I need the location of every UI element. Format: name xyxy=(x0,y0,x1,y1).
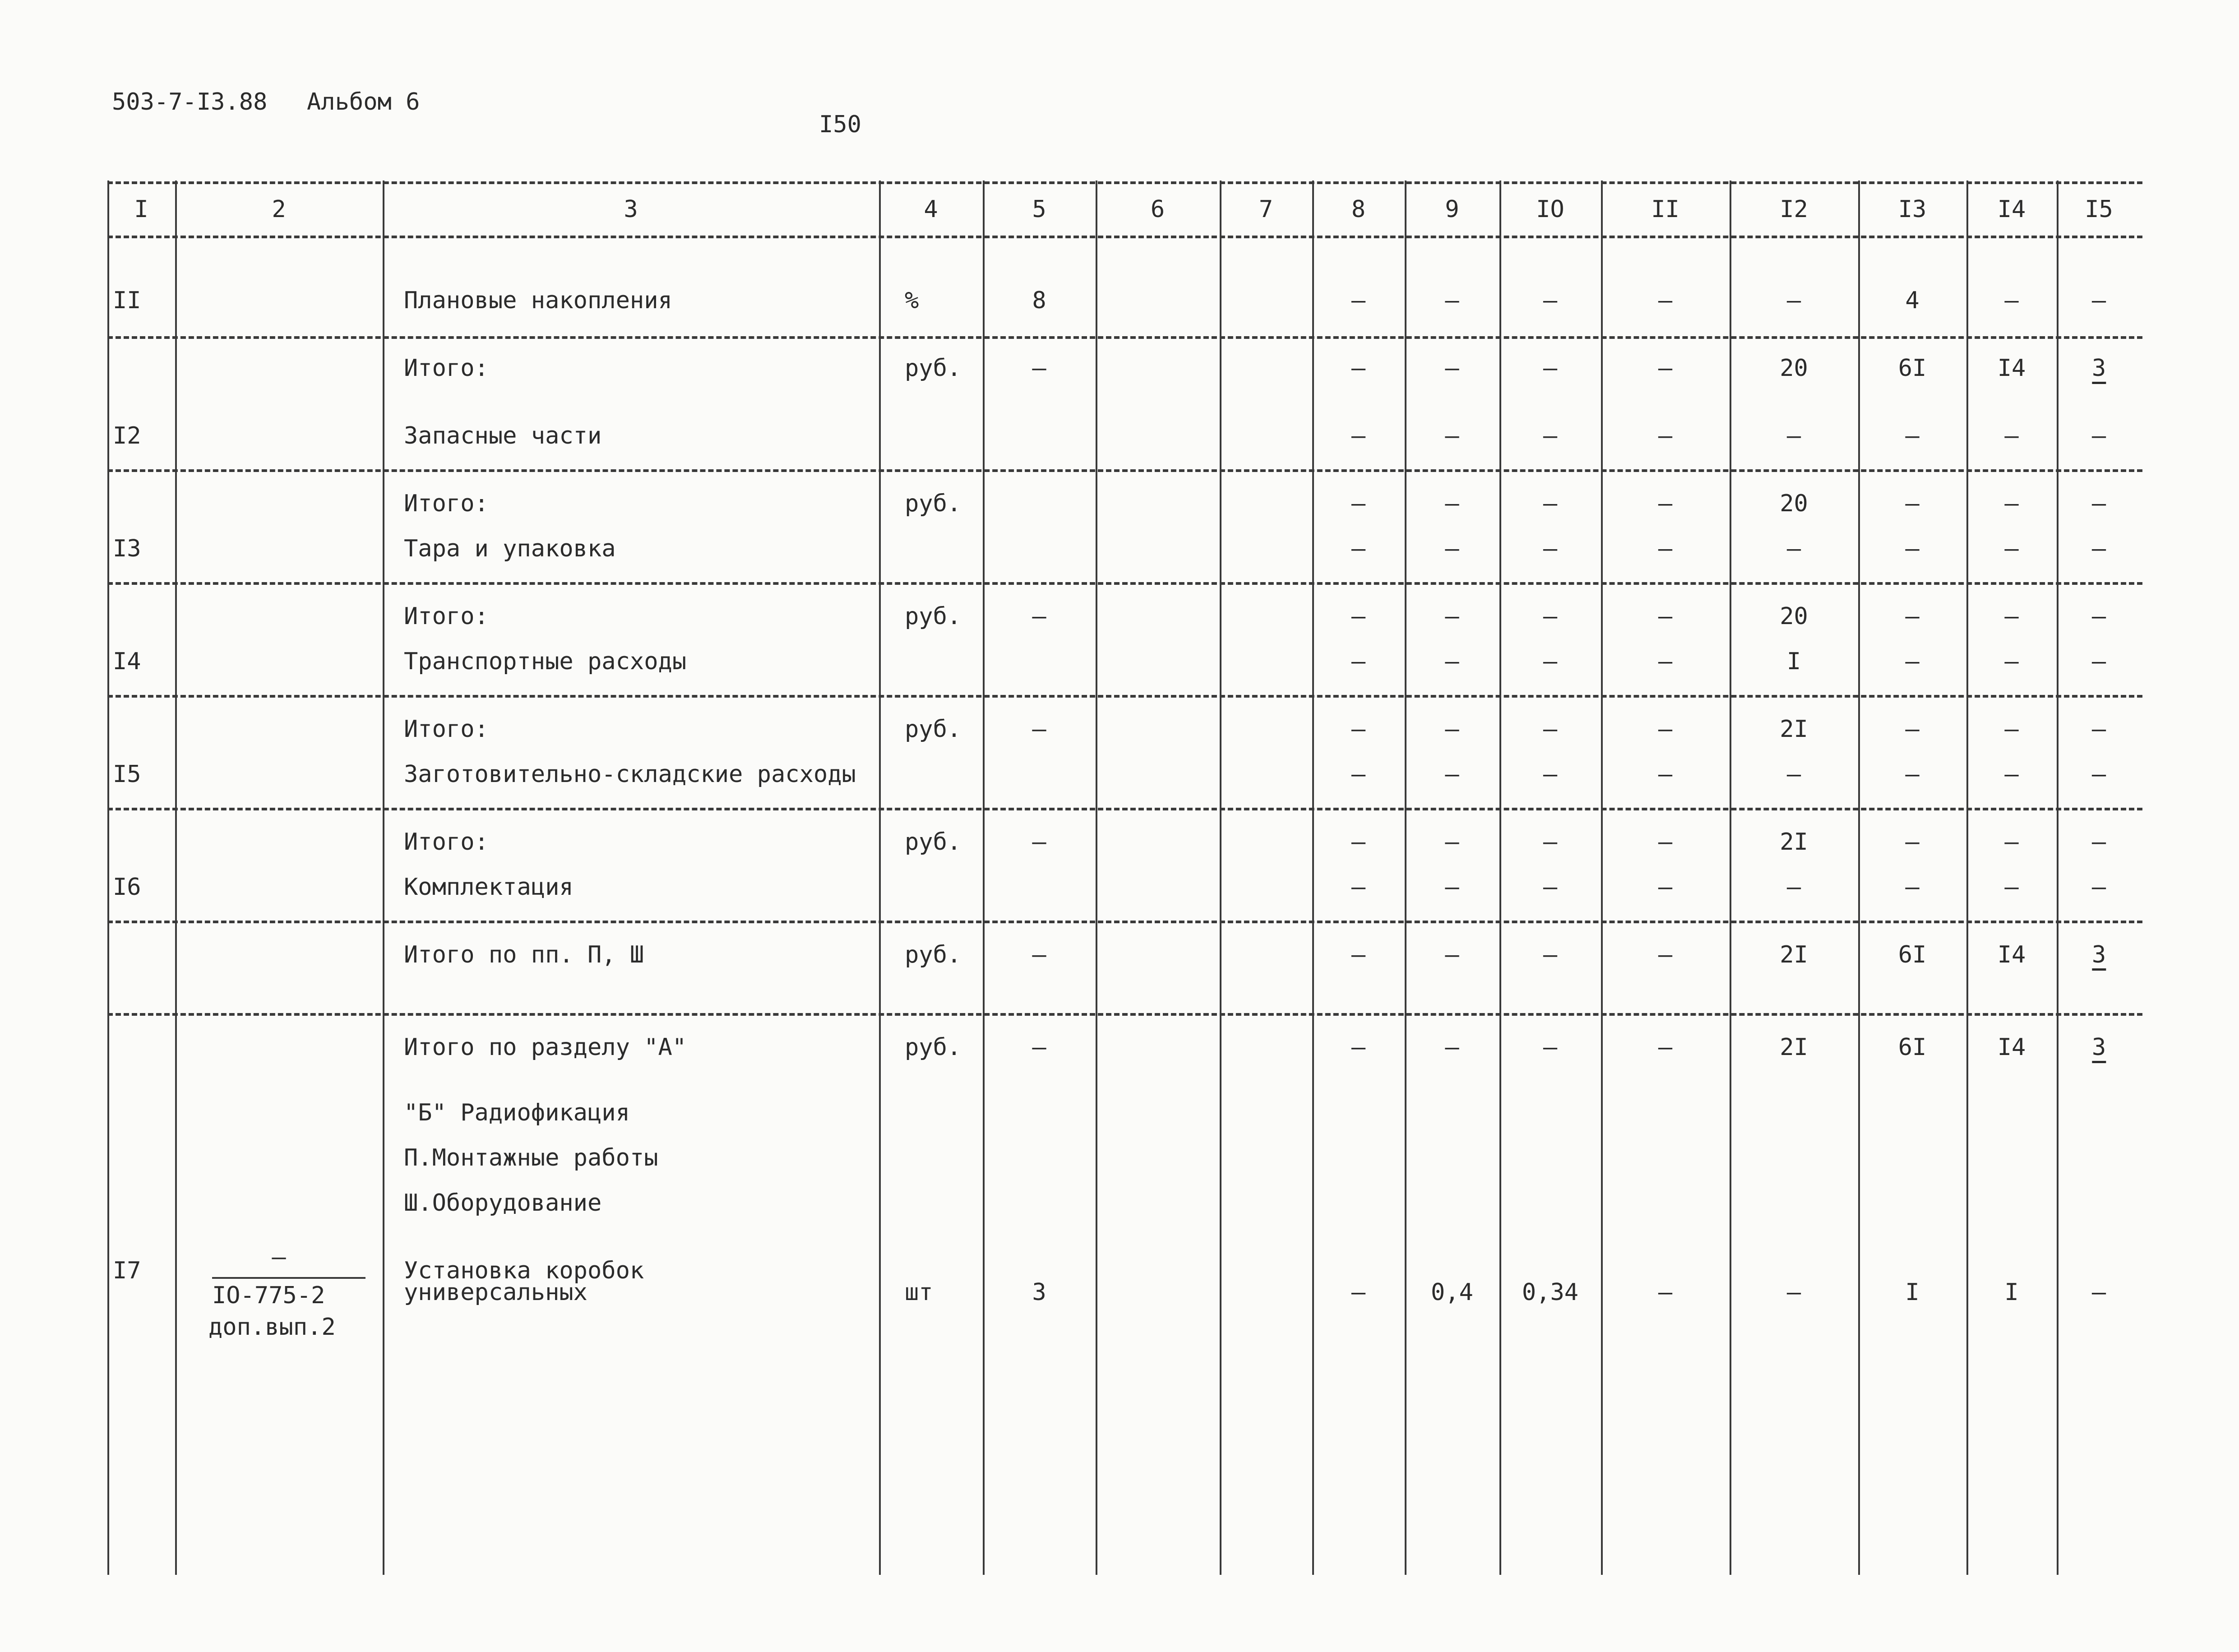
cell-col-14: I xyxy=(2004,1279,2019,1306)
cell-col-12: – xyxy=(1786,1279,1801,1306)
column-rule xyxy=(1730,180,1731,1575)
row-name: Итого: xyxy=(404,716,489,743)
cell-col-15: – xyxy=(2091,716,2106,743)
cell-col-14: I4 xyxy=(1997,1034,2026,1061)
page-number: I50 xyxy=(819,111,861,138)
header-separator xyxy=(107,236,2142,238)
row-number: I4 xyxy=(113,648,141,675)
cell-col-13: 6I xyxy=(1898,1034,1927,1061)
cell-col-14: I4 xyxy=(1997,355,2026,382)
cell-col-11: – xyxy=(1658,490,1673,517)
cell-col-14: – xyxy=(2004,716,2019,743)
cell-col-10: – xyxy=(1543,422,1558,449)
cell-col-5: – xyxy=(1032,1034,1046,1061)
section-heading: Ш.Оборудование xyxy=(404,1189,602,1217)
cell-col-5: – xyxy=(1032,716,1046,743)
cell-col-15: – xyxy=(2091,1279,2106,1306)
row-name: Итого по пп. П, Ш xyxy=(404,941,644,968)
row-separator xyxy=(107,921,2142,923)
cell-col-9: – xyxy=(1445,941,1459,968)
row-unit: руб. xyxy=(905,355,962,382)
cell-col-5: 8 xyxy=(1032,287,1046,314)
cell-col-8: – xyxy=(1351,355,1366,382)
column-header-10: IO xyxy=(1536,196,1564,223)
section-heading: "Б" Радиофикация xyxy=(404,1099,630,1126)
column-header-15: I5 xyxy=(2085,196,2113,223)
cell-col-11: – xyxy=(1658,1279,1673,1306)
cell-col-15: – xyxy=(2091,648,2106,675)
cell-col-9: – xyxy=(1445,603,1459,630)
cell-col-9: – xyxy=(1445,828,1459,856)
cell-col-15: 3 xyxy=(2092,356,2106,384)
cell-col-5: – xyxy=(1032,355,1046,382)
cell-col-8: – xyxy=(1351,603,1366,630)
cell-col-15: – xyxy=(2091,874,2106,901)
cell-col-11: – xyxy=(1658,716,1673,743)
cell-col-13: – xyxy=(1905,422,1920,449)
fraction-line xyxy=(212,1277,365,1279)
cell-col-10: – xyxy=(1543,355,1558,382)
cell-col-11: – xyxy=(1658,287,1673,314)
cell-col-11: – xyxy=(1658,1034,1673,1061)
row-unit: руб. xyxy=(905,490,962,517)
column-header-12: I2 xyxy=(1780,196,1808,223)
cell-col-9: – xyxy=(1445,648,1459,675)
row-name: Заготовительно-складские расходы xyxy=(404,761,856,788)
cell-col-14: I4 xyxy=(1997,941,2026,968)
cell-col-13: 4 xyxy=(1905,287,1920,314)
cell-col-9: – xyxy=(1445,761,1459,788)
cell-col-14: – xyxy=(2004,874,2019,901)
row-unit: руб. xyxy=(905,1034,962,1061)
cell-col-8: – xyxy=(1351,422,1366,449)
cell-col-10: – xyxy=(1543,490,1558,517)
cell-col-8: – xyxy=(1351,648,1366,675)
album-label: Альбом 6 xyxy=(307,88,420,116)
row-number: I7 xyxy=(113,1257,141,1284)
cell-col-12: – xyxy=(1786,874,1801,901)
cell-col-12: 20 xyxy=(1780,603,1808,630)
row-separator xyxy=(107,469,2142,472)
cell-col-5: 3 xyxy=(1032,1279,1046,1306)
row-unit: шт xyxy=(905,1279,933,1306)
code-superscript: – xyxy=(272,1244,286,1271)
cell-col-11: – xyxy=(1658,422,1673,449)
cell-col-15: – xyxy=(2091,828,2106,856)
row-name: Итого: xyxy=(404,828,489,856)
cell-col-13: – xyxy=(1905,828,1920,856)
cell-col-9: – xyxy=(1445,535,1459,562)
cell-col-10: – xyxy=(1543,828,1558,856)
cell-col-10: – xyxy=(1543,941,1558,968)
cell-col-8: – xyxy=(1351,1034,1366,1061)
cell-col-8: – xyxy=(1351,874,1366,901)
cell-col-15: – xyxy=(2091,535,2106,562)
cell-col-15: – xyxy=(2091,287,2106,314)
table-top-rule xyxy=(107,181,2142,184)
row-name: Установка коробок xyxy=(404,1257,644,1284)
row-name: Комплектация xyxy=(404,874,574,901)
cell-col-15: 3 xyxy=(2092,943,2106,971)
cell-col-11: – xyxy=(1658,828,1673,856)
cell-col-12: 20 xyxy=(1780,355,1808,382)
cell-col-13: – xyxy=(1905,535,1920,562)
column-header-13: I3 xyxy=(1898,196,1927,223)
cell-col-9: – xyxy=(1445,355,1459,382)
cell-col-13: – xyxy=(1905,490,1920,517)
cell-col-8: – xyxy=(1351,1279,1366,1306)
cell-col-10: – xyxy=(1543,603,1558,630)
column-rule xyxy=(175,180,177,1575)
column-rule xyxy=(1405,180,1406,1575)
cell-col-12: 2I xyxy=(1780,1034,1808,1061)
cell-col-5: – xyxy=(1032,828,1046,856)
column-header-11: II xyxy=(1651,196,1679,223)
price-code-note: доп.вып.2 xyxy=(208,1314,336,1341)
column-rule xyxy=(107,180,109,1575)
cell-col-11: – xyxy=(1658,761,1673,788)
cell-col-9: – xyxy=(1445,287,1459,314)
column-header-5: 5 xyxy=(1032,196,1046,223)
cell-col-12: – xyxy=(1786,761,1801,788)
column-rule xyxy=(1096,180,1097,1575)
cell-col-11: – xyxy=(1658,648,1673,675)
column-header-4: 4 xyxy=(924,196,938,223)
cell-col-12: 20 xyxy=(1780,490,1808,517)
column-header-14: I4 xyxy=(1997,196,2026,223)
column-header-3: 3 xyxy=(624,196,638,223)
cell-col-8: – xyxy=(1351,490,1366,517)
row-separator xyxy=(107,808,2142,810)
column-rule xyxy=(1966,180,1968,1575)
cell-col-14: – xyxy=(2004,535,2019,562)
cell-col-13: – xyxy=(1905,648,1920,675)
cell-col-8: – xyxy=(1351,287,1366,314)
cell-col-9: – xyxy=(1445,490,1459,517)
cell-col-9: – xyxy=(1445,874,1459,901)
row-unit: руб. xyxy=(905,603,962,630)
cell-col-8: – xyxy=(1351,716,1366,743)
price-code: IO-775-2 xyxy=(212,1282,325,1309)
cell-col-15: – xyxy=(2091,490,2106,517)
column-rule xyxy=(879,180,881,1575)
column-header-9: 9 xyxy=(1445,196,1459,223)
cell-col-12: 2I xyxy=(1780,941,1808,968)
row-name: Транспортные расходы xyxy=(404,648,687,675)
cell-col-13: – xyxy=(1905,874,1920,901)
row-unit: % xyxy=(905,287,919,314)
row-number: I3 xyxy=(113,535,141,562)
cell-col-8: – xyxy=(1351,941,1366,968)
row-name: Запасные части xyxy=(404,422,602,449)
row-separator xyxy=(107,695,2142,698)
cell-col-8: – xyxy=(1351,828,1366,856)
row-name: Итого: xyxy=(404,490,489,517)
cell-col-12: 2I xyxy=(1780,716,1808,743)
row-separator xyxy=(107,582,2142,585)
cell-col-5: – xyxy=(1032,941,1046,968)
column-rule xyxy=(1499,180,1501,1575)
cell-col-10: 0,34 xyxy=(1522,1279,1579,1306)
row-name: Итого: xyxy=(404,603,489,630)
cell-col-10: – xyxy=(1543,874,1558,901)
cell-col-13: 6I xyxy=(1898,941,1927,968)
row-number: I6 xyxy=(113,874,141,901)
cell-col-14: – xyxy=(2004,287,2019,314)
cell-col-13: – xyxy=(1905,761,1920,788)
row-name: Итого по разделу "А" xyxy=(404,1034,687,1061)
cell-col-10: – xyxy=(1543,716,1558,743)
column-rule xyxy=(383,180,384,1575)
cell-col-14: – xyxy=(2004,761,2019,788)
column-rule xyxy=(1601,180,1603,1575)
column-rule xyxy=(983,180,985,1575)
column-header-1: I xyxy=(134,196,148,223)
row-name: Плановые накопления xyxy=(404,287,672,314)
document-code: 503-7-I3.88 xyxy=(112,88,268,116)
cell-col-9: – xyxy=(1445,716,1459,743)
cell-col-9: – xyxy=(1445,422,1459,449)
row-unit: руб. xyxy=(905,716,962,743)
cell-col-12: – xyxy=(1786,535,1801,562)
row-name: Итого: xyxy=(404,355,489,382)
column-header-2: 2 xyxy=(272,196,286,223)
cell-col-12: I xyxy=(1786,648,1801,675)
row-number: I2 xyxy=(113,422,141,449)
row-name-continued: универсальных xyxy=(404,1279,588,1306)
cell-col-10: – xyxy=(1543,287,1558,314)
cell-col-12: 2I xyxy=(1780,828,1808,856)
row-number: II xyxy=(113,287,141,314)
cell-col-14: – xyxy=(2004,490,2019,517)
cell-col-14: – xyxy=(2004,603,2019,630)
section-heading: П.Монтажные работы xyxy=(404,1144,658,1171)
cell-col-14: – xyxy=(2004,828,2019,856)
row-number: I5 xyxy=(113,761,141,788)
cell-col-13: – xyxy=(1905,603,1920,630)
column-header-7: 7 xyxy=(1258,196,1273,223)
row-unit: руб. xyxy=(905,941,962,968)
cell-col-13: – xyxy=(1905,716,1920,743)
cell-col-5: – xyxy=(1032,603,1046,630)
cell-col-14: – xyxy=(2004,422,2019,449)
column-rule xyxy=(1312,180,1314,1575)
cell-col-15: – xyxy=(2091,422,2106,449)
column-header-8: 8 xyxy=(1351,196,1366,223)
cell-col-15: – xyxy=(2091,761,2106,788)
cell-col-15: 3 xyxy=(2092,1036,2106,1063)
cell-col-10: – xyxy=(1543,648,1558,675)
column-rule xyxy=(1220,180,1221,1575)
row-separator xyxy=(107,336,2142,339)
column-rule xyxy=(1858,180,1860,1575)
column-header-6: 6 xyxy=(1150,196,1165,223)
cell-col-12: – xyxy=(1786,287,1801,314)
cell-col-11: – xyxy=(1658,941,1673,968)
cell-col-8: – xyxy=(1351,761,1366,788)
row-separator xyxy=(107,1013,2142,1016)
cell-col-14: – xyxy=(2004,648,2019,675)
cell-col-11: – xyxy=(1658,874,1673,901)
cell-col-13: I xyxy=(1905,1279,1920,1306)
cell-col-15: – xyxy=(2091,603,2106,630)
cell-col-10: – xyxy=(1543,535,1558,562)
cell-col-11: – xyxy=(1658,603,1673,630)
cell-col-11: – xyxy=(1658,355,1673,382)
cell-col-13: 6I xyxy=(1898,355,1927,382)
cell-col-9: – xyxy=(1445,1034,1459,1061)
cell-col-10: – xyxy=(1543,1034,1558,1061)
cell-col-11: – xyxy=(1658,535,1673,562)
row-name: Тара и упаковка xyxy=(404,535,616,562)
column-rule xyxy=(2057,180,2059,1575)
cell-col-12: – xyxy=(1786,422,1801,449)
row-unit: руб. xyxy=(905,828,962,856)
cell-col-10: – xyxy=(1543,761,1558,788)
cell-col-8: – xyxy=(1351,535,1366,562)
cell-col-9: 0,4 xyxy=(1431,1279,1473,1306)
